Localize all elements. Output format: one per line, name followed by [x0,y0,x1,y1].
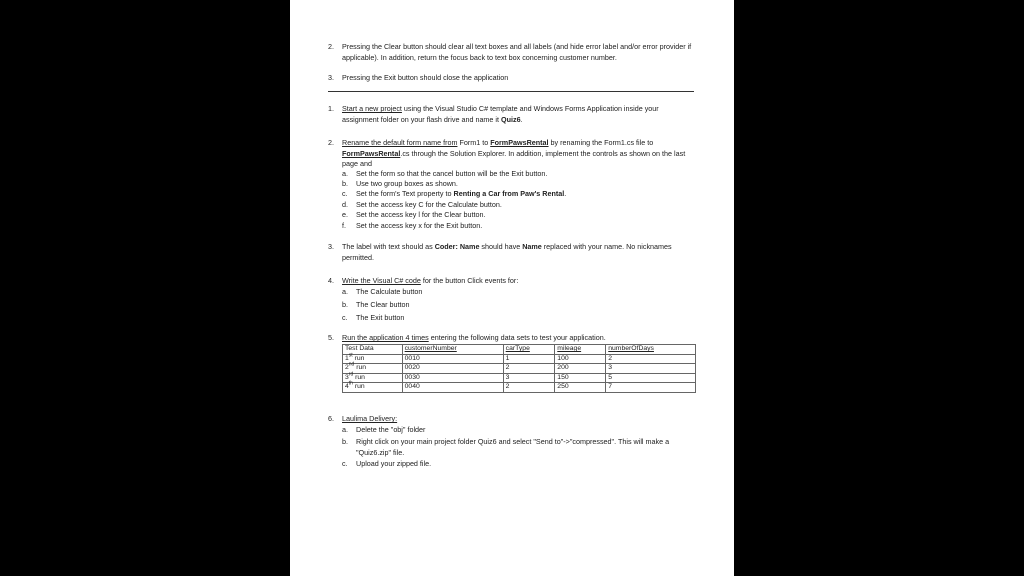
sub-letter: b. [342,437,348,446]
step-number: 5. [328,333,334,342]
step-text [342,104,694,125]
table-header: Test Data [343,345,403,355]
table-cell: 1 [503,354,555,364]
text: 2 [345,364,349,372]
table-header [555,345,606,355]
table-cell: 150 [555,373,606,383]
text: run [354,364,367,372]
bold-text: FormPawsRental [342,148,401,158]
step-number: 3. [328,242,334,251]
header-text: carType [505,345,530,352]
table-row [343,354,696,364]
sub-text: The Calculate button [356,287,423,296]
sub-text: The Clear button [356,300,410,309]
header-text: mileage [557,345,582,352]
sub-letter: b. [342,179,348,188]
table-cell: 0040 [402,383,503,393]
text: Form1 to [457,138,491,147]
sub-text: The Exit button [356,313,405,322]
sub-text: Set the access key l for the Clear button. [356,210,486,219]
table-cell: 5 [606,373,696,383]
table-cell: 3 [503,373,555,383]
table-cell: 2 [606,354,696,364]
step-text [342,414,694,425]
step-text [342,333,694,344]
step-text [342,276,694,287]
step-number: 6. [328,414,334,423]
table-cell: 100 [555,354,606,364]
text: run [353,373,365,381]
sub-text [356,189,694,200]
text: for the button Click events for: [420,276,519,285]
step-text [342,242,694,263]
sub-letter: a. [342,169,348,178]
sub-letter: b. [342,300,348,309]
bold-text: Renting a Car from Paw's Rental [453,189,565,198]
text: should have [479,242,523,251]
text: 1 [345,354,349,362]
sub-letter: d. [342,200,348,209]
step-text [342,138,694,170]
step-link: Run the application 4 times [342,333,429,342]
sub-text: Right click on your main project folder Quiz6 and select "Send to"->"compressed". This will make a "Quiz6.zip" file. [356,437,670,457]
divider-line [328,91,694,92]
table-cell: 0020 [402,364,503,374]
text: Set the form's Text property to [356,189,454,198]
text: 3 [345,373,349,381]
text: 4 [345,383,349,391]
document-page [290,0,734,576]
table-cell: 3 [606,364,696,374]
step-number: 4. [328,276,334,285]
sub-letter: c. [342,459,348,468]
test-data-table [342,344,696,393]
sub-text: Delete the "obj" folder [356,425,426,434]
item-text: Pressing the Exit button should close the application [342,73,509,82]
sub-letter: e. [342,210,348,219]
sub-letter: a. [342,287,348,296]
bold-text: Coder: Name [434,242,480,251]
text: run [352,354,365,362]
sub-letter: c. [342,313,348,322]
text: . [564,189,567,198]
ordinal: th [348,381,353,388]
ordinal: rd [348,371,354,378]
sub-letter: c. [342,189,348,198]
step-link: Laulima Delivery: [342,414,398,423]
sub-letter: a. [342,425,348,434]
table-cell: 200 [555,364,606,374]
table-header-row [343,345,696,355]
item-number: 3. [328,73,334,82]
table-cell [343,383,403,393]
step-number: 2. [328,138,334,147]
step-number: 1. [328,104,334,113]
ordinal: nd [348,361,355,368]
item-number: 2. [328,42,334,51]
table-cell: 0010 [402,354,503,364]
table-cell: 0030 [402,373,503,383]
sub-letter: f. [342,221,346,230]
item-text: Pressing the Clear button should clear all text boxes and all labels (and hide error label and/or error provider if applicable). In addition, return the focus back to text box concerning customer number. [342,42,692,62]
table-header [606,345,696,355]
sub-text: Upload your zipped file. [356,459,432,468]
text: entering the following data sets to test your application. [428,333,606,342]
header-text: numberOfDays [608,345,654,352]
table-cell: 250 [555,383,606,393]
text: .cs through the Solution Explorer. In addition, implement the controls as shown on the last page and [342,148,686,168]
bold-text: FormPawsRental [490,138,549,147]
step-link: Write the Visual C# code [342,276,421,285]
table-cell: 7 [606,383,696,393]
sub-text: Set the form so that the cancel button will be the Exit button. [356,169,548,178]
text: The label with text should as [342,242,435,251]
step-link: Start a new project [342,104,402,113]
table-cell: 2 [503,364,555,374]
text: run [352,383,365,391]
text: by renaming the Form1.cs file to [548,138,654,147]
sub-text: Set the access key x for the Exit button. [356,221,483,230]
table-header [503,345,555,355]
table-row [343,373,696,383]
text: replaced with your name. No nicknames permitted. [342,242,672,262]
text: . [520,114,523,124]
header-text: customerNumber [404,345,457,352]
bold-text: Quiz6 [501,114,521,124]
ordinal: st [348,352,353,359]
table-header [402,345,503,355]
sub-text: Use two group boxes as shown. [356,179,458,188]
text: using the Visual Studio C# template and Windows Forms Application inside your assignment folder on your flash drive and name it [342,104,659,124]
table-row [343,383,696,393]
sub-text: Set the access key C for the Calculate button. [356,200,502,209]
step-link: Rename the default form name from [342,138,458,147]
table-cell: 2 [503,383,555,393]
table-row [343,364,696,374]
bold-text: Name [522,242,542,251]
